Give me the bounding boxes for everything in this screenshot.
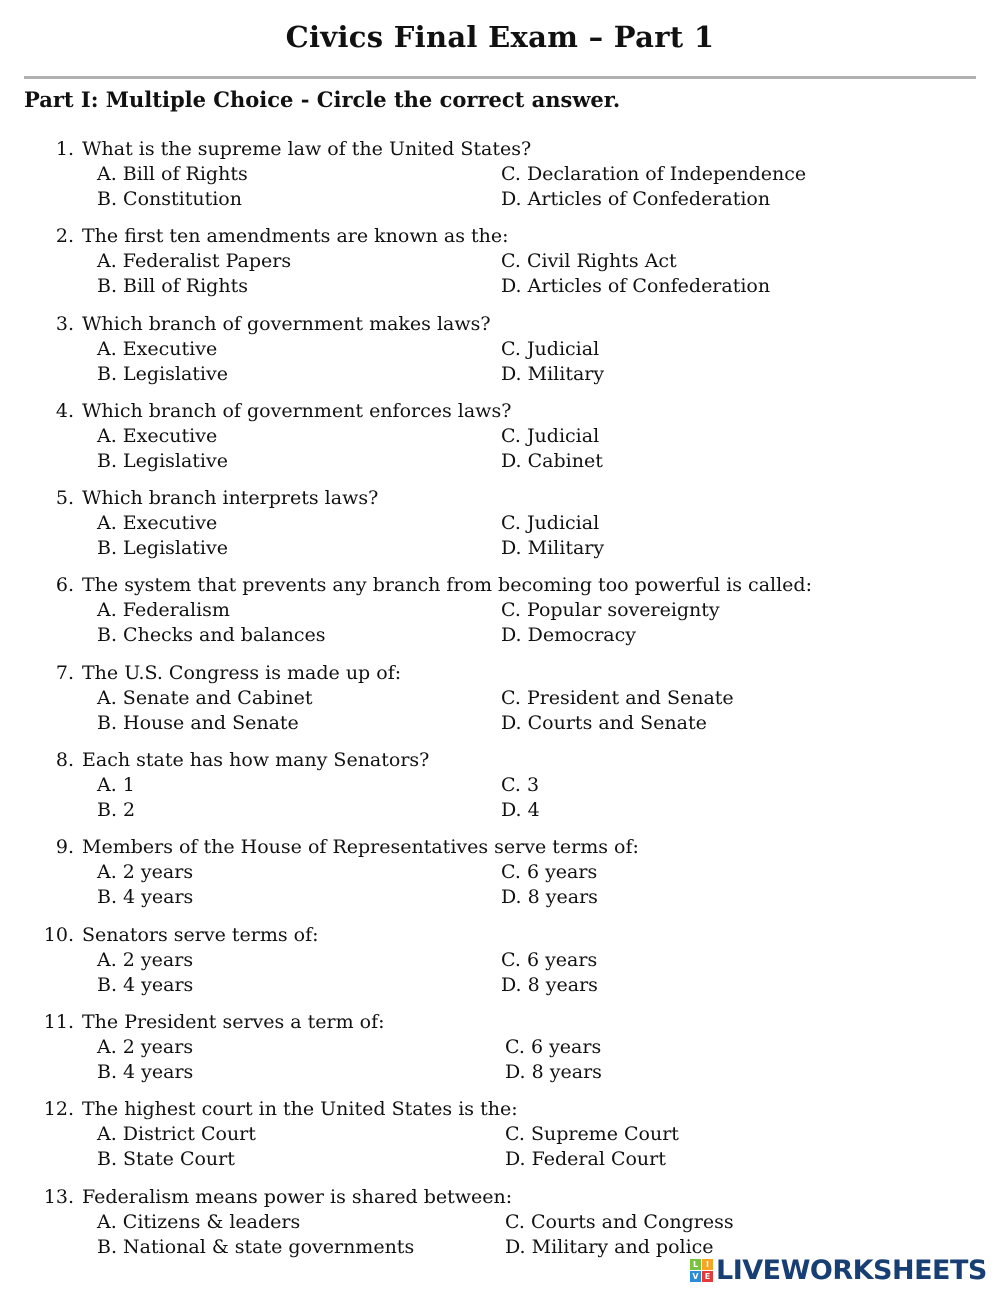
question-9 xyxy=(0,835,1000,922)
question-text: The first ten amendments are known as the: xyxy=(82,225,509,248)
option-a[interactable]: A. Executive xyxy=(97,337,218,360)
question-8 xyxy=(0,748,1000,835)
question-number: 5. xyxy=(55,487,74,510)
option-c[interactable]: C. Supreme Court xyxy=(505,1123,679,1146)
option-c[interactable]: C. 6 years xyxy=(501,948,598,971)
question-number: 3. xyxy=(55,312,74,335)
question-2 xyxy=(0,224,1000,311)
option-b[interactable]: B. Checks and balances xyxy=(97,624,326,647)
logo-letter-tile: L xyxy=(690,1259,701,1270)
question-12 xyxy=(0,1097,1000,1184)
liveworksheets-logo xyxy=(690,1255,987,1286)
question-6 xyxy=(0,573,1000,660)
question-5 xyxy=(0,486,1000,573)
question-text: The system that prevents any branch from becoming too powerful is called: xyxy=(82,574,812,597)
logo-text: LIVEWORKSHEETS xyxy=(716,1255,987,1286)
option-a[interactable]: A. Citizens & leaders xyxy=(97,1210,301,1233)
option-c[interactable]: C. 6 years xyxy=(501,861,598,884)
option-d[interactable]: D. Democracy xyxy=(501,624,636,647)
option-c[interactable]: C. Courts and Congress xyxy=(505,1210,734,1233)
option-d[interactable]: D. Cabinet xyxy=(501,449,603,472)
option-c[interactable]: C. 6 years xyxy=(505,1035,602,1058)
option-a[interactable]: A. 2 years xyxy=(97,861,194,884)
option-d[interactable]: D. Military and police xyxy=(505,1235,714,1258)
option-d[interactable]: D. Courts and Senate xyxy=(501,711,707,734)
option-d[interactable]: D. 8 years xyxy=(505,1060,602,1083)
option-a[interactable]: A. Senate and Cabinet xyxy=(97,686,313,709)
logo-letter-tile: I xyxy=(702,1259,713,1270)
option-c[interactable]: C. Judicial xyxy=(501,424,600,447)
option-b[interactable]: B. House and Senate xyxy=(97,711,299,734)
question-10 xyxy=(0,923,1000,1010)
question-number: 12. xyxy=(43,1098,74,1121)
option-c[interactable]: C. Popular sovereignty xyxy=(501,599,720,622)
question-text: Each state has how many Senators? xyxy=(82,749,430,772)
title-divider xyxy=(24,76,976,79)
option-b[interactable]: B. State Court xyxy=(97,1148,235,1171)
option-b[interactable]: B. Legislative xyxy=(97,362,228,385)
option-a[interactable]: A. District Court xyxy=(97,1123,256,1146)
option-a[interactable]: A. Bill of Rights xyxy=(97,163,248,185)
question-7 xyxy=(0,661,1000,748)
question-text: Which branch of government makes laws? xyxy=(82,312,491,335)
option-d[interactable]: D. Federal Court xyxy=(505,1148,666,1171)
logo-letter-tile: E xyxy=(702,1271,713,1282)
option-a[interactable]: A. 2 years xyxy=(97,948,194,971)
option-b[interactable]: B. 4 years xyxy=(97,973,194,996)
question-3 xyxy=(0,312,1000,399)
question-number: 11. xyxy=(43,1010,74,1033)
option-d[interactable]: D. Articles of Confederation xyxy=(501,188,771,210)
option-d[interactable]: D. 8 years xyxy=(501,973,598,996)
option-a[interactable]: A. Executive xyxy=(97,424,218,447)
question-number: 1. xyxy=(55,138,74,160)
option-d[interactable]: D. 8 years xyxy=(501,886,598,909)
question-text: The highest court in the United States is the: xyxy=(82,1098,518,1121)
question-number: 2. xyxy=(55,225,74,248)
option-c[interactable]: C. Civil Rights Act xyxy=(501,250,677,273)
option-a[interactable]: A. 1 xyxy=(97,774,135,797)
question-text: The President serves a term of: xyxy=(82,1010,385,1033)
option-b[interactable]: B. Bill of Rights xyxy=(97,275,248,298)
question-text: Which branch of government enforces laws? xyxy=(82,399,512,422)
question-text: Members of the House of Representatives serve terms of: xyxy=(82,836,639,859)
question-text: Senators serve terms of: xyxy=(82,923,319,946)
option-d[interactable]: D. Articles of Confederation xyxy=(501,275,771,298)
logo-icon xyxy=(690,1259,713,1282)
option-c[interactable]: C. Declaration of Independence xyxy=(501,163,807,185)
option-b[interactable]: B. Legislative xyxy=(97,537,228,560)
question-11 xyxy=(0,1010,1000,1097)
question-1 xyxy=(0,137,1000,224)
section-heading: Part I: Multiple Choice - Circle the correct answer. xyxy=(24,87,621,112)
logo-letter-tile: V xyxy=(690,1271,701,1282)
option-c[interactable]: C. President and Senate xyxy=(501,686,734,709)
option-d[interactable]: D. 4 xyxy=(501,799,540,822)
option-a[interactable]: A. Federalist Papers xyxy=(97,250,292,273)
option-b[interactable]: B. Constitution xyxy=(97,188,242,210)
question-4 xyxy=(0,399,1000,486)
question-number: 7. xyxy=(55,661,74,684)
option-a[interactable]: A. Executive xyxy=(97,512,218,535)
question-number: 8. xyxy=(55,749,74,772)
page-title: Civics Final Exam – Part 1 xyxy=(285,20,715,54)
option-b[interactable]: B. Legislative xyxy=(97,449,228,472)
question-text: Which branch interprets laws? xyxy=(82,487,379,510)
option-d[interactable]: D. Military xyxy=(501,537,605,560)
question-text: What is the supreme law of the United States? xyxy=(82,138,532,160)
option-a[interactable]: A. Federalism xyxy=(97,599,230,622)
question-text: Federalism means power is shared between: xyxy=(82,1185,513,1208)
option-b[interactable]: B. 4 years xyxy=(97,886,194,909)
option-a[interactable]: A. 2 years xyxy=(97,1035,194,1058)
option-b[interactable]: B. 2 xyxy=(97,799,136,822)
question-text: The U.S. Congress is made up of: xyxy=(82,661,402,684)
option-c[interactable]: C. Judicial xyxy=(501,337,600,360)
option-b[interactable]: B. 4 years xyxy=(97,1060,194,1083)
option-b[interactable]: B. National & state governments xyxy=(97,1235,415,1258)
question-number: 9. xyxy=(55,836,74,859)
question-number: 4. xyxy=(55,399,74,422)
question-number: 10. xyxy=(43,923,74,946)
question-number: 6. xyxy=(55,574,74,597)
option-c[interactable]: C. 3 xyxy=(501,774,540,797)
question-number: 13. xyxy=(43,1185,74,1208)
question-list xyxy=(0,137,1000,1272)
option-d[interactable]: D. Military xyxy=(501,362,605,385)
option-c[interactable]: C. Judicial xyxy=(501,512,600,535)
